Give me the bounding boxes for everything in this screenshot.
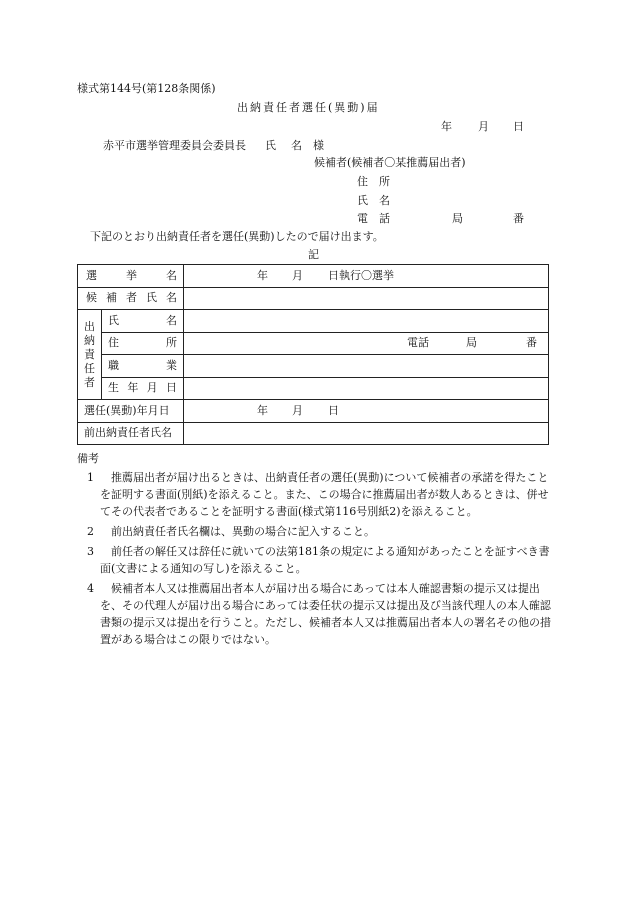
candidate-label-5: 名 bbox=[166, 291, 177, 305]
election-label-1: 選 bbox=[86, 268, 97, 282]
row-treasurer-name bbox=[78, 310, 549, 333]
form-table bbox=[77, 264, 549, 445]
prev-treasurer-value[interactable] bbox=[184, 422, 549, 445]
treasurer-job-value[interactable] bbox=[184, 355, 549, 378]
treasurer-birth-label bbox=[102, 377, 184, 400]
note-text: 前任者の解任又は辞任に就いての法第181条の規定による通知があったことを証すべき書面(文書による通知の写し)を添えること。 bbox=[100, 545, 550, 575]
treasurer-address-value[interactable] bbox=[184, 332, 549, 355]
treasurer-name-label-2: 名 bbox=[166, 313, 177, 327]
note-number: 1 bbox=[87, 471, 94, 484]
treasurer-phone-label: 電話 bbox=[407, 336, 429, 350]
note-number: 2 bbox=[87, 525, 94, 538]
note-number: 3 bbox=[87, 545, 94, 558]
treasurer-address-label-1: 住 bbox=[108, 336, 119, 350]
row-election bbox=[78, 265, 549, 288]
date-day: 日 bbox=[513, 120, 524, 133]
row-candidate bbox=[78, 287, 549, 310]
appoint-date-value[interactable] bbox=[184, 400, 549, 423]
submitter-phone-exchange: 局 bbox=[452, 212, 463, 225]
ki-mark: 記 bbox=[308, 248, 319, 261]
note-item bbox=[77, 543, 557, 577]
addressee-org: 赤平市選挙管理委員会委員長 bbox=[103, 139, 246, 152]
treasurer-birth-label-3: 月 bbox=[146, 381, 158, 395]
treasurer-group-label bbox=[78, 310, 102, 400]
treasurer-birth-label-2: 年 bbox=[127, 381, 139, 395]
intro-text: 下記のとおり出納責任者を選任(異動)したので届け出ます。 bbox=[90, 230, 384, 243]
note-text: 推薦届出者が届け出るときは、出納責任者の選任(異動)について候補者の承諾を得たことを証明する書面(別紙)を添えること。また、この場合に推薦届出者が数人あるときは、併せてその代表者であることを証明する書面(様式第116号別紙2)を添えること。 bbox=[100, 471, 549, 518]
treasurer-phone-exchange: 局 bbox=[466, 336, 477, 350]
appoint-day: 日 bbox=[328, 403, 339, 417]
form-title: 出納責任者選任(異動)届 bbox=[237, 101, 380, 114]
row-prev-treasurer bbox=[78, 422, 549, 445]
candidate-label-2: 補 bbox=[106, 291, 117, 305]
submitter-address-label: 住 所 bbox=[357, 175, 390, 188]
treasurer-birth-value[interactable] bbox=[184, 377, 549, 400]
treasurer-char-5: 者 bbox=[84, 375, 95, 389]
date-year: 年 bbox=[441, 120, 452, 133]
note-number: 4 bbox=[87, 582, 94, 595]
election-label-cell bbox=[78, 265, 184, 288]
date-month: 月 bbox=[478, 120, 489, 133]
treasurer-name-label bbox=[102, 310, 184, 333]
treasurer-char-4: 任 bbox=[84, 361, 95, 375]
treasurer-job-label bbox=[102, 355, 184, 378]
treasurer-char-3: 責 bbox=[84, 347, 95, 361]
treasurer-address-label-2: 所 bbox=[166, 336, 177, 350]
candidate-label-cell bbox=[78, 287, 184, 310]
row-treasurer-birth bbox=[78, 377, 549, 400]
note-text: 候補者本人又は推薦届出者本人が届け出る場合にあっては本人確認書類の提示又は提出を、その代理人が届け出る場合にあっては委任状の提示又は提出及び当該代理人の本人確認書類の提示又は提出を行うこと。ただし、候補者本人又は推薦届出者本人の署名その他の措置がある場合はこの限りではない。 bbox=[100, 582, 551, 646]
notes-heading: 備考 bbox=[77, 452, 99, 465]
addressee-shi: 氏 bbox=[265, 139, 276, 152]
treasurer-address-label bbox=[102, 332, 184, 355]
election-label-2: 挙 bbox=[126, 268, 137, 282]
treasurer-char-2: 納 bbox=[84, 333, 95, 347]
note-item bbox=[77, 523, 557, 540]
row-treasurer-address bbox=[78, 332, 549, 355]
prev-treasurer-label: 前出納責任者氏名 bbox=[78, 422, 184, 445]
candidate-label-1: 候 bbox=[86, 291, 97, 305]
election-year: 年 bbox=[257, 268, 268, 282]
candidate-value-cell[interactable] bbox=[184, 287, 549, 310]
submitter-phone-number: 番 bbox=[513, 212, 524, 225]
note-item bbox=[77, 469, 557, 520]
election-value-cell[interactable] bbox=[184, 265, 549, 288]
note-text: 前出納責任者氏名欄は、異動の場合に記入すること。 bbox=[111, 525, 375, 538]
addressee-mei: 名 bbox=[291, 139, 302, 152]
submitter-name-label: 氏 名 bbox=[357, 194, 390, 207]
treasurer-name-value[interactable] bbox=[184, 310, 549, 333]
submitter-heading: 候補者(候補者〇某推薦届出者) bbox=[314, 156, 466, 169]
form-number: 様式第144号(第128条関係) bbox=[77, 82, 216, 95]
treasurer-birth-label-1: 生 bbox=[108, 381, 119, 395]
appoint-month: 月 bbox=[292, 403, 303, 417]
election-day-exec: 日執行〇選挙 bbox=[328, 268, 394, 282]
election-month: 月 bbox=[292, 268, 303, 282]
treasurer-char-1: 出 bbox=[84, 319, 95, 333]
treasurer-birth-label-4: 日 bbox=[165, 381, 177, 395]
submitter-phone-label: 電 話 bbox=[357, 212, 390, 225]
row-appoint-date bbox=[78, 400, 549, 423]
note-item bbox=[77, 580, 557, 648]
appoint-date-label: 選任(異動)年月日 bbox=[78, 400, 184, 423]
treasurer-phone-number: 番 bbox=[526, 336, 537, 350]
treasurer-name-label-1: 氏 bbox=[108, 313, 119, 327]
candidate-label-3: 者 bbox=[126, 291, 137, 305]
treasurer-job-label-1: 職 bbox=[108, 358, 119, 372]
treasurer-job-label-2: 業 bbox=[166, 358, 177, 372]
addressee-sama: 様 bbox=[313, 139, 324, 152]
candidate-label-4: 氏 bbox=[146, 291, 157, 305]
election-label-3: 名 bbox=[166, 268, 177, 282]
row-treasurer-job bbox=[78, 355, 549, 378]
appoint-year: 年 bbox=[257, 403, 268, 417]
notes-section bbox=[77, 450, 557, 651]
